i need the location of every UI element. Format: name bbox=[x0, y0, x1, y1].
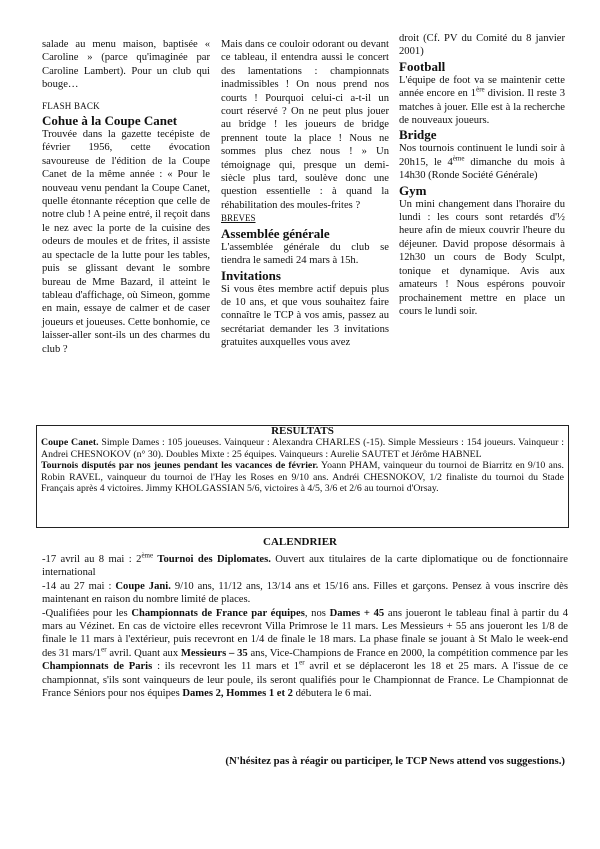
closing-note: (N'hésitez pas à réagir ou participer, le TCP News attend vos suggestions.) bbox=[225, 755, 565, 767]
results-coupe-canet: Coupe Canet. Simple Dames : 105 joueuses. Vainqueur : Alexandra CHARLES (-15). Simple Messieurs : 154 joueurs. Vainqueur : Andrei CHESNOKOV (n° 30). Doubles Mixte : 25 équipes. Vainqueurs : Aurelie SAUTET et Jérôme HABNEL bbox=[41, 437, 565, 460]
bridge-heading: Bridge bbox=[399, 127, 437, 143]
column-2 bbox=[221, 38, 389, 350]
invitations-text: Si vous êtes membre actif depuis plus de 10 ans, et que vous souhaitez faire connaître le TCP à vos amis, passez au secrétariat demander les 3 invitations gratuites auxquelles vous avez bbox=[221, 283, 389, 349]
flashback-body: Trouvée dans la gazette tecépiste de février 1956, cette évocation savoureuse de l'édition de la Coupe Canet de la même année : « Pour le nouveau venu pendant la Coupe Canet, quelle étonnante réception que celle de notre club ! A peine entré, il reçoit dans le nez avec la porte de la cuisine des odeurs de moules et de frites, il assiste au spectacle de la lutte pour les tables, puis se glissant devant le sombre bureau de Mme Bazard, il atteint le tableau d'affichage, où Simeon, gomme en main, essaye de calmer et de caser joueurs et joueuses. Cette bonhomie, ce laisser-aller sont-ils un des charmes du club ? bbox=[42, 129, 210, 355]
calendar-item-championnats: -Qualifiées pour les Championnats de France par équipes, nos Dames + 45 ans joueront le tableau final à partir du 4 mars au Vézinet. En cas de victoire elles recevront Villa Primrose le 11 mars. Les Messieurs + 55 ans joueront les 1/8 de finale le 11 mars à l'extérieur, puis recevront en 1/4 de finale le 18 mars. La phase finale se jouant à St Malo le week-end des 31 mars/1er avril. Quant aux Messieurs – 35 ans, Vice-Champions de France en 2000, la compétition commence par les Championnats de Paris : ils recevront les 11 mars et 1er avril et se déplaceront les 18 et 25 mars. A l'issue de ce championnat, s'ils sont vainqueurs de leur poule, ils seront qualifiés pour le Championnat de France. Le Championnat de France Séniors pour nos équipes Dames 2, Hommes 1 et 2 débutera le 6 mai. bbox=[42, 607, 569, 700]
calendar-body bbox=[42, 553, 568, 700]
football-text: L'équipe de foot va se maintenir cette année encore en 1ère division. Il reste 3 matches à jouer. Elle est à la recherche de nouveaux joueurs. bbox=[399, 74, 566, 127]
calendar-title: CALENDRIER bbox=[263, 536, 337, 548]
gym-heading: Gym bbox=[399, 182, 427, 198]
gym-text: Un mini changement dans l'horaire du lundi : les cours sont retardés d'½ heure afin de mieux couvrir l'heure du déjeuner. David propose désormais à 12h30 un cours de Body Sculpt, tonique et dynamique. Avis aux amateurs ! Nous espérons pouvoir prochainement mettre en place un cours le lundi soir. bbox=[399, 198, 565, 317]
flashback-kicker: FLASH BACK bbox=[42, 100, 100, 111]
results-tournois-jeunes: Tournois disputés par nos jeunes pendant les vacances de février. Yoann PHAM, vainqueur du tournoi de Biarritz en 9/10 ans. Robin RAVEL, vainqueur du tournoi de l'Hay les Roses en 9/10 ans. Andréi CHESNOKOV, 1/2 finaliste du tournoi du Stade Français après 4 victoires. Jimmy KHOLGASSIAN 5/6, victoires à 4/5, 3/6 et 2/6 au tournoi d'Orsay. bbox=[41, 460, 565, 495]
bridge-text: Nos tournois continuent le lundi soir à 20h15, le 4ème dimanche du mois à 14h30 (Ronde Société Générale) bbox=[399, 143, 565, 182]
column-3 bbox=[399, 32, 565, 318]
ag-text: L'assemblée générale du club se tiendra le samedi 24 mars à 15h. bbox=[221, 241, 389, 267]
col2-body: Mais dans ce couloir odorant ou devant ce tableau, il entendra aussi le concert des lamentations : championnats inadmissibles ! On nous prend nos courts ! Pourquoi celui-ci a-t-il un court réservé ? On ne peut plus jouer au bridge ! les joueurs de bridge prennent toute la place ! Nous ne sommes plus chez nous ! » Un témoignage qui, presque un demi-siècle plus tard, soulève donc une question essentielle : à quand la réhabilitation des moules-frites ? bbox=[221, 39, 389, 211]
col1-intro: salade au menu maison, baptisée « Caroline » (parce qu'imaginée par Caroline Lambert). Pour un club qui bouge… bbox=[42, 39, 210, 91]
calendar-item-diplomates: -17 avril au 8 mai : 2ème Tournoi des Diplomates. Ouvert aux titulaires de la carte diplomatique ou de fonctionnaire international bbox=[42, 551, 568, 579]
ag-heading: Assemblée générale bbox=[221, 225, 330, 241]
col3-intro: droit (Cf. PV du Comité du 8 janvier 2001) bbox=[399, 33, 565, 58]
results-box bbox=[36, 425, 569, 528]
results-title: RESULTATS bbox=[271, 425, 334, 437]
flashback-heading: Cohue à la Coupe Canet bbox=[42, 113, 178, 129]
invitations-heading: Invitations bbox=[221, 267, 281, 283]
football-heading: Football bbox=[399, 58, 446, 74]
calendar-item-coupe-jani: -14 au 27 mai : Coupe Jani. 9/10 ans, 11/12 ans, 13/14 ans et 15/16 ans. Filles et garçons. Pensez à vous inscrire dès maintenant en raison du nombre limité de places. bbox=[42, 580, 568, 606]
column-1 bbox=[42, 38, 210, 356]
breves-kicker: BREVES bbox=[221, 213, 256, 224]
